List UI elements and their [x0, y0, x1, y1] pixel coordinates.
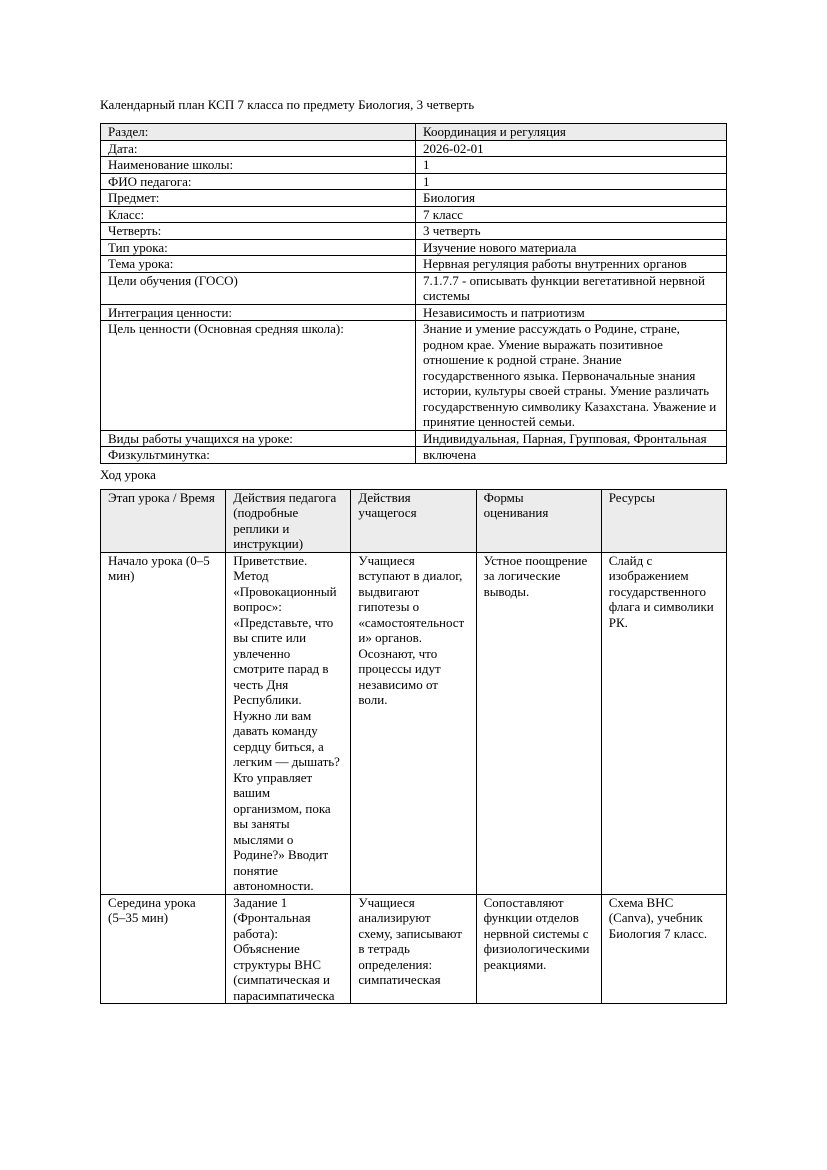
- clipped-text: Сопоставляют функции отделов нервной системы с физиологическими реакциями.: [483, 894, 590, 972]
- lesson-cell-stage: Начало урока (0–5 мин): [101, 552, 226, 894]
- info-table-row: [101, 447, 727, 464]
- info-row-value: Координация и регуляция: [416, 124, 727, 141]
- info-row-value: включена: [416, 447, 727, 464]
- info-row-label: Цель ценности (Основная средняя школа):: [101, 321, 416, 431]
- info-row-label: Физкультминутка:: [101, 447, 416, 464]
- clipped-text: Схема ВНС (Canva), учебник Биология 7 класс.: [608, 894, 708, 941]
- lesson-cell-assessment: [476, 894, 601, 1004]
- info-table-row: [101, 321, 727, 431]
- info-table-row: [101, 140, 727, 157]
- info-row-label: Цели обучения (ГОСО): [101, 272, 416, 304]
- col-header-student-actions: Действия учащегося: [351, 489, 476, 552]
- page-title: Календарный план КСП 7 класса по предмету Биология, 3 четверть: [100, 97, 475, 112]
- info-table-row: [101, 304, 727, 321]
- lesson-table: [100, 489, 727, 1005]
- col-header-resources: Ресурсы: [601, 489, 726, 552]
- info-table-row: [101, 223, 727, 240]
- info-row-value: 7 класс: [416, 206, 727, 223]
- info-row-label: Интеграция ценности:: [101, 304, 416, 321]
- section-heading: Ход урока: [100, 466, 156, 482]
- info-table-row: [101, 430, 727, 447]
- info-row-value: 2026-02-01: [416, 140, 727, 157]
- lesson-cell-student: Учащиеся вступают в диалог, выдвигают гипотезы о «самостоятельности» органов. Осознают, что процессы идут независимо от воли.: [351, 552, 476, 894]
- col-header-assessment: Формы оценивания: [476, 489, 601, 552]
- info-row-label: Тип урока:: [101, 239, 416, 256]
- info-table-row: [101, 157, 727, 174]
- info-table-row: [101, 124, 727, 141]
- col-header-stage: Этап урока / Время: [101, 489, 226, 552]
- lesson-table-row: [101, 894, 727, 1004]
- info-row-label: Предмет:: [101, 190, 416, 207]
- lesson-cell-resources: [601, 894, 726, 1004]
- info-row-value: 3 четверть: [416, 223, 727, 240]
- info-row-label: Виды работы учащихся на уроке:: [101, 430, 416, 447]
- info-row-value: 1: [416, 173, 727, 190]
- info-row-value: Индивидуальная, Парная, Групповая, Фронтальная: [416, 430, 727, 447]
- col-header-teacher-actions: Действия педагога (подробные реплики и инструкции): [226, 489, 351, 552]
- lesson-cell-teacher: Приветствие. Метод «Провокационный вопрос»: «Представьте, что вы спите или увлеченно смотрите парад в честь Дня Республики. Нужно ли вам давать команду сердцу биться, а легким — дышать? Кто управляет вашим организмом, пока вы заняты мыслями о Родине?» Вводит понятие автономности.: [226, 552, 351, 894]
- lesson-table-header-row: [101, 489, 727, 552]
- info-table: [100, 123, 727, 464]
- document-content: [100, 97, 727, 1004]
- lesson-cell-student: [351, 894, 476, 1004]
- info-row-label: ФИО педагога:: [101, 173, 416, 190]
- info-row-value: Знание и умение рассуждать о Родине, стране, родном крае. Умение выражать позитивное отношение к родной стране. Знание государственного языка. Первоначальные знания истории, культуры своей страны. Умение различать государственную символику Казахстана. Уважение и принятие ценностей семьи.: [416, 321, 727, 431]
- info-row-label: Раздел:: [101, 124, 416, 141]
- info-row-value: 7.1.7.7 - описывать функции вегетативной нервной системы: [416, 272, 727, 304]
- info-table-row: [101, 239, 727, 256]
- lesson-cell-teacher: [226, 894, 351, 1004]
- info-row-label: Тема урока:: [101, 256, 416, 273]
- info-row-label: Четверть:: [101, 223, 416, 240]
- lesson-cell-stage: [101, 894, 226, 1004]
- lesson-cell-assessment: Устное поощрение за логические выводы.: [476, 552, 601, 894]
- lesson-table-row: [101, 552, 727, 894]
- clipped-text: Учащиеся анализируют схему, записывают в тетрадь определения: симпатическая: [358, 894, 462, 987]
- info-table-row: [101, 190, 727, 207]
- info-table-row: [101, 256, 727, 273]
- info-row-value: Независимость и патриотизм: [416, 304, 727, 321]
- info-row-label: Класс:: [101, 206, 416, 223]
- info-row-value: Биология: [416, 190, 727, 207]
- info-row-value: 1: [416, 157, 727, 174]
- info-row-value: Изучение нового материала: [416, 239, 727, 256]
- info-table-row: [101, 272, 727, 304]
- info-row-label: Дата:: [101, 140, 416, 157]
- info-row-label: Наименование школы:: [101, 157, 416, 174]
- info-table-row: [101, 173, 727, 190]
- info-table-row: [101, 206, 727, 223]
- clipped-text: Задание 1 (Фронтальная работа): Объяснение структуры ВНС (симпатическая и парасимпатическа: [233, 894, 335, 1003]
- lesson-cell-resources: Слайд с изображением государственного флага и символики РК.: [601, 552, 726, 894]
- info-row-value: Нервная регуляция работы внутренних органов: [416, 256, 727, 273]
- clipped-text: Середина урока (5–35 мин): [108, 894, 196, 925]
